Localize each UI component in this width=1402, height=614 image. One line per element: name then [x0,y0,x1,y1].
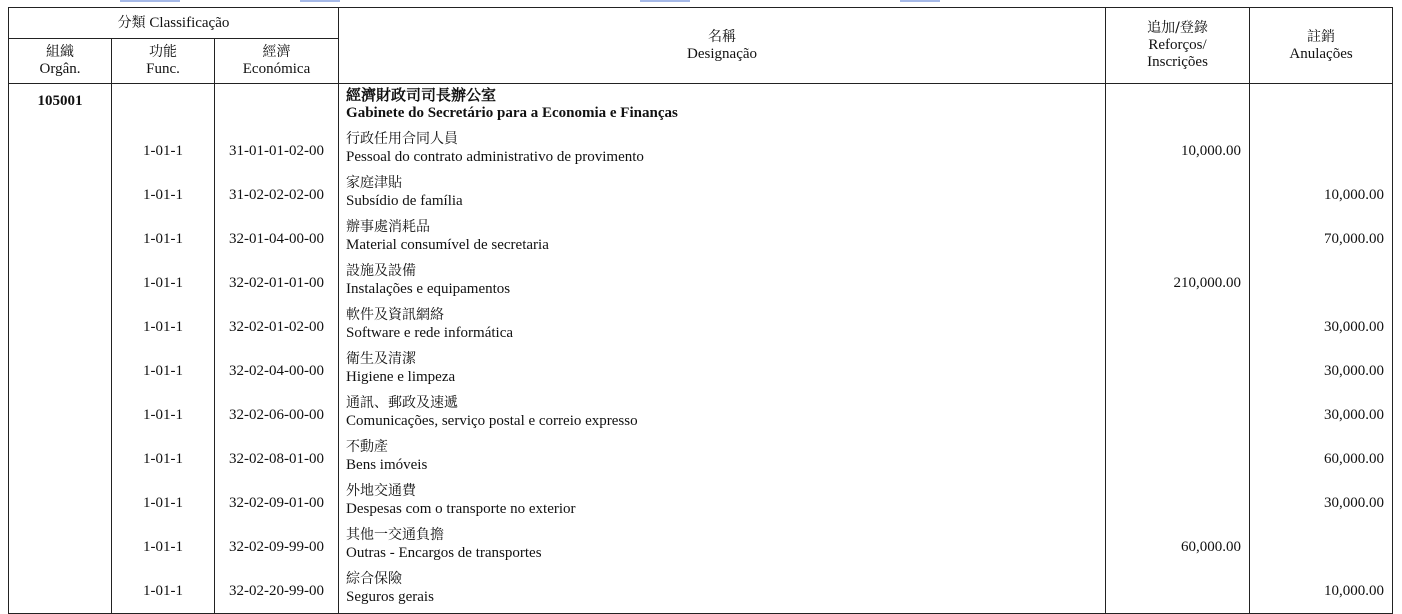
cancellation-amount: 30,000.00 [1250,305,1393,349]
org-cell [9,261,112,305]
org-cell [9,349,112,393]
func-code: 1-01-1 [112,129,215,173]
designation-zh: 其他一交通負擔 [346,527,445,543]
designation-cell [339,525,1106,569]
econ-code: 32-02-09-01-00 [215,481,339,525]
func-code: 1-01-1 [112,173,215,217]
econ-code: 32-02-08-01-00 [215,437,339,481]
classification-header: 分類 Classificação [9,8,339,39]
cancellation-amount: 70,000.00 [1250,217,1393,261]
org-cell [9,525,112,569]
designation-cell [339,129,1106,173]
designation-zh: 通訊、郵政及速遞 [346,395,459,411]
econ-code: 32-02-20-99-00 [215,569,339,614]
designation-zh: 衛生及清潔 [346,351,417,367]
table-header [9,8,1393,84]
func-code: 1-01-1 [112,217,215,261]
designation-zh: 家庭津貼 [346,175,403,191]
designation-cell [339,349,1106,393]
econ-code: 32-02-09-99-00 [215,525,339,569]
cancellation-amount: 10,000.00 [1250,173,1393,217]
cancellations-header: 註銷 Anulações [1250,8,1393,84]
func-code: 1-01-1 [112,525,215,569]
budget-table [8,7,1393,614]
func-code: 1-01-1 [112,481,215,525]
cancellation-amount: 10,000.00 [1250,569,1393,614]
cancellation-amount: 30,000.00 [1250,393,1393,437]
designation-pt: Outras - Encargos de transportes [346,545,542,561]
func-header: 功能 Func. [112,39,215,84]
table-row [9,305,1393,349]
table-row [9,217,1393,261]
table-row [9,481,1393,525]
reinforcements-header: 追加/登錄 Reforços/ Inscrições [1106,8,1250,84]
designation-cell [339,217,1106,261]
org-cell [9,481,112,525]
table-row [9,393,1393,437]
page-top-edge [0,0,1402,4]
econ-header: 經濟 Económica [215,39,339,84]
org-cell [9,437,112,481]
func-code: 1-01-1 [112,393,215,437]
designation-pt: Despesas com o transporte no exterior [346,501,576,517]
reinforcement-amount [1106,349,1250,393]
cancellation-amount: 30,000.00 [1250,349,1393,393]
org-code: 105001 [37,93,83,109]
econ-code: 31-01-01-02-00 [215,129,339,173]
econ-code: 31-02-02-02-00 [215,173,339,217]
section-name-pt: Gabinete do Secretário para a Economia e Finanças [346,105,678,121]
cancellation-amount [1250,129,1393,173]
designation-cell [339,173,1106,217]
designation-pt: Software e rede informática [346,325,514,341]
table-row [9,569,1393,614]
reinforcement-amount: 60,000.00 [1106,525,1250,569]
reinforcement-amount [1106,481,1250,525]
econ-code: 32-02-04-00-00 [215,349,339,393]
section-name-cell [339,84,1106,130]
designation-cell [339,437,1106,481]
econ-code: 32-02-01-02-00 [215,305,339,349]
table-row [9,349,1393,393]
reinforcement-amount [1106,173,1250,217]
designation-pt: Pessoal do contrato administrativo de provimento [346,149,644,165]
econ-code: 32-01-04-00-00 [215,217,339,261]
cancellation-amount [1250,525,1393,569]
func-code: 1-01-1 [112,305,215,349]
designation-header: 名稱 Designação [339,8,1106,84]
table-row [9,525,1393,569]
econ-code: 32-02-01-01-00 [215,261,339,305]
reinforcement-amount [1106,437,1250,481]
reinforcement-amount [1106,569,1250,614]
designation-pt: Material consumível de secretaria [346,237,549,253]
org-cell [9,217,112,261]
func-code: 1-01-1 [112,437,215,481]
econ-code: 32-02-06-00-00 [215,393,339,437]
table-row [9,261,1393,305]
designation-pt: Subsídio de família [346,193,463,209]
org-header: 組織 Orgân. [9,39,112,84]
table-row [9,173,1393,217]
designation-zh: 辦事處消耗品 [346,219,431,235]
org-cell [9,393,112,437]
reinforcement-amount [1106,305,1250,349]
reinforcement-amount [1106,393,1250,437]
designation-pt: Higiene e limpeza [346,369,456,385]
org-cell [9,305,112,349]
cancellation-amount [1250,261,1393,305]
designation-zh: 不動產 [346,439,389,455]
func-code: 1-01-1 [112,349,215,393]
designation-cell [339,305,1106,349]
reinforcement-amount [1106,217,1250,261]
designation-cell [339,393,1106,437]
designation-pt: Bens imóveis [346,457,428,473]
section-name-zh: 經濟財政司司長辦公室 [346,86,497,104]
designation-zh: 設施及設備 [346,263,417,279]
designation-pt: Seguros gerais [346,589,434,605]
designation-zh: 綜合保險 [346,571,403,587]
designation-pt: Instalações e equipamentos [346,281,511,297]
designation-cell [339,569,1106,614]
cancellation-amount: 30,000.00 [1250,481,1393,525]
org-cell [9,173,112,217]
func-code: 1-01-1 [112,569,215,614]
designation-zh: 行政任用合同人員 [346,131,459,147]
reinforcement-amount: 10,000.00 [1106,129,1250,173]
org-cell [9,129,112,173]
org-code-cell [9,84,112,130]
reinforcement-amount: 210,000.00 [1106,261,1250,305]
designation-pt: Comunicações, serviço postal e correio expresso [346,413,638,429]
table-body [9,84,1393,614]
designation-zh: 外地交通費 [346,483,417,499]
table-row [9,437,1393,481]
table-row [9,129,1393,173]
cancellation-amount: 60,000.00 [1250,437,1393,481]
func-code: 1-01-1 [112,261,215,305]
org-cell [9,569,112,614]
designation-cell [339,261,1106,305]
designation-cell [339,481,1106,525]
designation-zh: 軟件及資訊網絡 [346,307,445,323]
section-row [9,84,1393,130]
